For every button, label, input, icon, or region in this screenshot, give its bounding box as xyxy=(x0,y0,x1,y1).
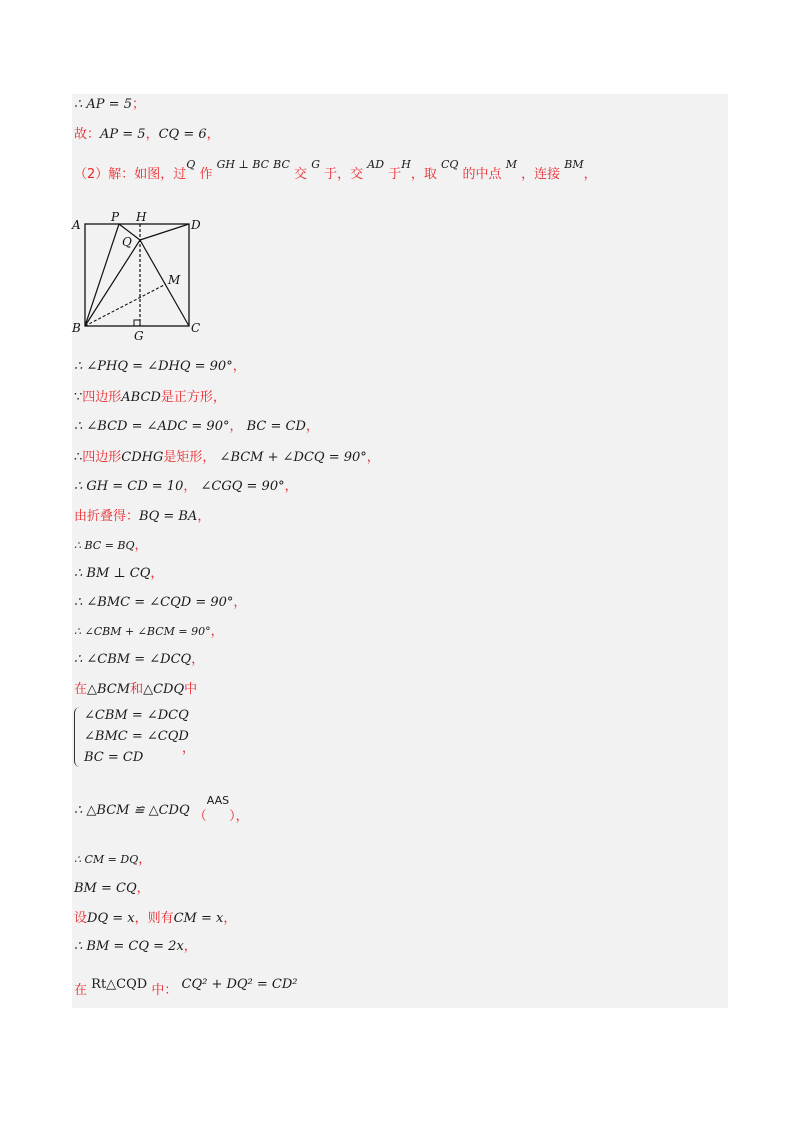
math: ∠CGQ = 90° xyxy=(200,479,285,494)
line-19 xyxy=(74,910,236,928)
text-then: ，则有 xyxy=(134,911,174,926)
line-8 xyxy=(74,478,298,496)
math-tri-cdq: △CDQ xyxy=(143,682,185,697)
punct: ， xyxy=(232,359,246,374)
label-a: A xyxy=(72,218,81,232)
math-pythagoras: CQ² + DQ² = CD² xyxy=(181,977,298,992)
punct: ， xyxy=(223,911,237,926)
text-zai: 在 xyxy=(74,983,88,998)
paren-close: ）， xyxy=(229,809,249,824)
line-16 xyxy=(74,794,249,824)
text-he: 和 xyxy=(130,682,144,697)
math: ∴ BC = BQ xyxy=(74,539,135,552)
math-bm: BM xyxy=(564,158,584,171)
segment-qd xyxy=(140,224,189,240)
line-18 xyxy=(74,880,150,898)
math-cdhg: CDHG xyxy=(121,450,164,465)
math: ∴ ∠BCD = ∠ADC = 90° xyxy=(74,419,230,434)
paren-open: （ xyxy=(193,809,207,824)
punct: ， xyxy=(182,741,196,756)
math: ∴ CM = DQ xyxy=(74,853,139,866)
math-m: M xyxy=(505,158,517,171)
math-ad: AD xyxy=(367,158,385,171)
text-fold: 由折叠得： xyxy=(74,509,140,524)
punct: ， xyxy=(210,624,224,639)
line-11 xyxy=(74,565,163,583)
line-21 xyxy=(74,976,298,998)
punct: ， xyxy=(136,881,150,896)
math-g: G xyxy=(311,158,320,171)
segment-bq xyxy=(85,240,140,326)
label-p: P xyxy=(111,210,120,224)
math: CM = x xyxy=(173,911,224,926)
punct: ， xyxy=(229,419,243,434)
line-ap-5 xyxy=(74,96,145,114)
punct: ， xyxy=(583,167,597,182)
math-q: Q xyxy=(186,158,196,171)
text-part2: （2）解：如图，过 xyxy=(74,167,187,182)
punct: ， xyxy=(206,127,220,142)
line-17 xyxy=(74,851,151,869)
punct: ， xyxy=(233,595,247,610)
line-13 xyxy=(74,623,224,641)
line-4 xyxy=(74,358,246,376)
math-cq-eq: CQ = 6 xyxy=(158,127,207,142)
math: BC = CD xyxy=(246,419,306,434)
text-qu: ，取 xyxy=(410,167,437,182)
math-ap: ∴ AP = 5 xyxy=(74,97,132,112)
text-jiao2: ，交 xyxy=(337,167,364,182)
math-rt-tri: Rt△CQD xyxy=(91,977,148,992)
math: ∴ ∠BMC = ∠CQD = 90° xyxy=(74,595,234,610)
math-congruent: ∴ △BCM ≌ △CDQ xyxy=(74,803,190,818)
punct: ， xyxy=(183,479,197,494)
text-gu: 故： xyxy=(74,127,101,142)
label-q: Q xyxy=(122,235,132,249)
line-14 xyxy=(74,651,204,669)
text-zai: 在 xyxy=(74,682,88,697)
text-zhong: 中： xyxy=(151,983,178,998)
math: ∴ BM ⊥ CQ xyxy=(74,566,151,581)
math-bc: BC xyxy=(273,158,290,171)
text-aas: AAS xyxy=(206,794,230,807)
text-is-rect: 是矩形， xyxy=(163,450,216,465)
text-zuo: 作 xyxy=(199,167,213,182)
text-midpoint: 的中点 xyxy=(462,167,502,182)
because-symbol: ∵ xyxy=(74,390,83,405)
punct: ， xyxy=(150,566,164,581)
text-zhong: 中 xyxy=(184,682,198,697)
line-6 xyxy=(74,418,319,436)
text-yu: 于 xyxy=(324,167,338,182)
math-h: H xyxy=(401,158,411,171)
text-connect: ，连接 xyxy=(521,167,561,182)
brace xyxy=(74,707,81,767)
label-g: G xyxy=(134,329,144,342)
line-12 xyxy=(74,594,246,612)
punct: ， xyxy=(138,852,152,867)
punct: ， xyxy=(305,419,319,434)
text-quad: 四边形 xyxy=(82,450,122,465)
system-eq-3: BC = CD xyxy=(84,750,144,765)
text-yu2: 于 xyxy=(388,167,402,182)
math: ∴ GH = CD = 10 xyxy=(74,479,184,494)
label-c: C xyxy=(191,321,201,335)
punct: ， xyxy=(284,479,298,494)
math: BQ = BA xyxy=(139,509,198,524)
text-quad: 四边形 xyxy=(82,390,122,405)
right-angle-mark xyxy=(134,320,140,326)
equation-system xyxy=(74,707,214,769)
punct: ， xyxy=(191,652,205,667)
line-5 xyxy=(74,389,226,407)
punct: ； xyxy=(131,97,145,112)
line-10 xyxy=(74,537,148,555)
math: ∠BCM + ∠DCQ = 90° xyxy=(219,450,367,465)
math-abcd: ABCD xyxy=(121,390,161,405)
line-9 xyxy=(74,508,210,526)
math-ap-eq: AP = 5 xyxy=(100,127,146,142)
math: ∴ ∠PHQ = ∠DHQ = 90° xyxy=(74,359,233,374)
system-eq-1: ∠CBM = ∠DCQ xyxy=(84,708,189,723)
label-m: M xyxy=(168,273,181,287)
geometry-figure xyxy=(70,208,210,342)
label-d: D xyxy=(191,218,201,232)
math: ∴ ∠CBM = ∠DCQ xyxy=(74,652,192,667)
label-b: B xyxy=(72,321,81,335)
label-h: H xyxy=(136,210,147,224)
math-tri-bcm: △BCM xyxy=(87,682,131,697)
math: BM = CQ xyxy=(74,881,137,896)
math-gh-perp-bc: GH ⊥ BC xyxy=(216,158,270,171)
text-is-square: 是正方形， xyxy=(160,390,226,405)
line-15 xyxy=(74,681,197,699)
math: ∴ BM = CQ = 2x xyxy=(74,939,184,954)
punct: ， xyxy=(145,127,159,142)
text-jiao: 交 xyxy=(294,167,308,182)
math-cq: CQ xyxy=(440,158,459,171)
punct: ， xyxy=(366,450,380,465)
punct: ， xyxy=(134,538,148,553)
segment-qc xyxy=(140,240,189,326)
text-she: 设 xyxy=(74,911,88,926)
line-20 xyxy=(74,938,197,956)
therefore-symbol: ∴ xyxy=(74,450,83,465)
math: DQ = x xyxy=(87,911,135,926)
punct: ， xyxy=(183,939,197,954)
line-7 xyxy=(74,449,380,467)
system-eq-2: ∠BMC = ∠CQD xyxy=(84,729,189,744)
line-conclusion xyxy=(74,126,220,144)
math: ∴ ∠CBM + ∠BCM = 90° xyxy=(74,625,211,638)
punct: ， xyxy=(197,509,211,524)
